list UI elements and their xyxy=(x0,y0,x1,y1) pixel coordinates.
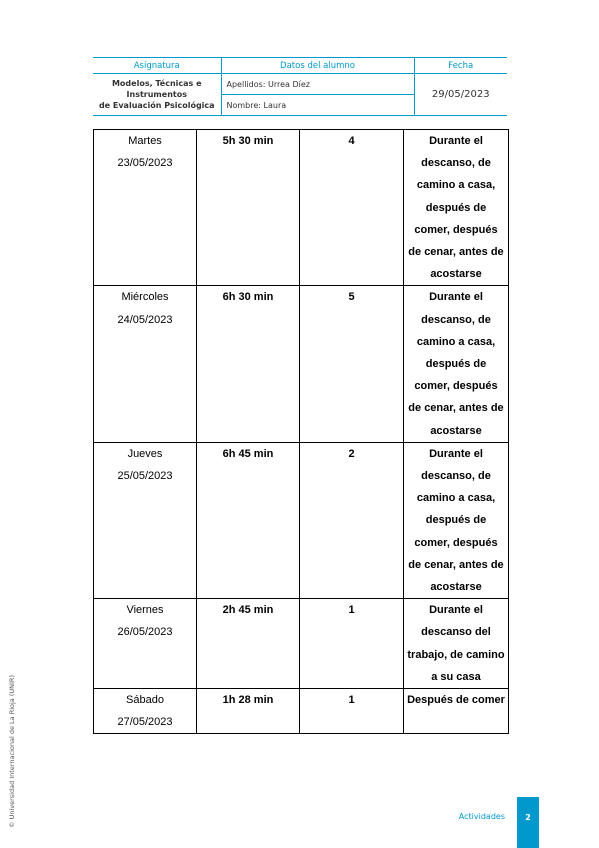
day-cell: Sábado 27/05/2023 xyxy=(94,689,197,734)
count-cell: 5 xyxy=(300,286,404,442)
student-name: Nombre: Laura xyxy=(221,95,414,116)
section-label: Actividades xyxy=(458,812,505,821)
count-cell: 4 xyxy=(300,130,404,286)
time-cell: 5h 30 min xyxy=(197,130,300,286)
day-cell: Miércoles 24/05/2023 xyxy=(94,286,197,442)
page-number: 2 xyxy=(525,813,531,822)
table-row xyxy=(94,130,509,286)
submission-date: 29/05/2023 xyxy=(414,74,507,116)
count-cell: 1 xyxy=(300,599,404,689)
table-row xyxy=(94,599,509,689)
moments-cell: Durante el descanso, de camino a casa, después de comer, después de cenar, antes de acostarse xyxy=(404,286,509,442)
student-label: Datos del alumno xyxy=(221,58,414,74)
moments-cell: Durante el descanso del trabajo, de camino a su casa xyxy=(404,599,509,689)
day-cell: Jueves 25/05/2023 xyxy=(94,442,197,598)
page-number-box xyxy=(517,797,539,848)
activity-table xyxy=(93,129,509,734)
day-cell: Viernes 26/05/2023 xyxy=(94,599,197,689)
moments-cell: Después de comer xyxy=(404,689,509,734)
time-cell: 2h 45 min xyxy=(197,599,300,689)
table-row xyxy=(94,442,509,598)
table-row xyxy=(94,286,509,442)
time-cell: 6h 30 min xyxy=(197,286,300,442)
subject-name: Modelos, Técnicas e Instrumentos de Evaluación Psicológica xyxy=(93,74,221,116)
copyright-note: © Universidad Internacional de La Rioja (UNIR) xyxy=(8,675,16,828)
student-surname: Apellidos: Urrea Díez xyxy=(221,74,414,95)
date-label: Fecha xyxy=(414,58,507,74)
time-cell: 1h 28 min xyxy=(197,689,300,734)
count-cell: 2 xyxy=(300,442,404,598)
header-table xyxy=(93,57,507,116)
moments-cell: Durante el descanso, de camino a casa, después de comer, después de cenar, antes de acostarse xyxy=(404,442,509,598)
time-cell: 6h 45 min xyxy=(197,442,300,598)
day-cell: Martes 23/05/2023 xyxy=(94,130,197,286)
table-row xyxy=(94,689,509,734)
moments-cell: Durante el descanso, de camino a casa, después de comer, después de cenar, antes de acostarse xyxy=(404,130,509,286)
subject-label: Asignatura xyxy=(93,58,221,74)
count-cell: 1 xyxy=(300,689,404,734)
